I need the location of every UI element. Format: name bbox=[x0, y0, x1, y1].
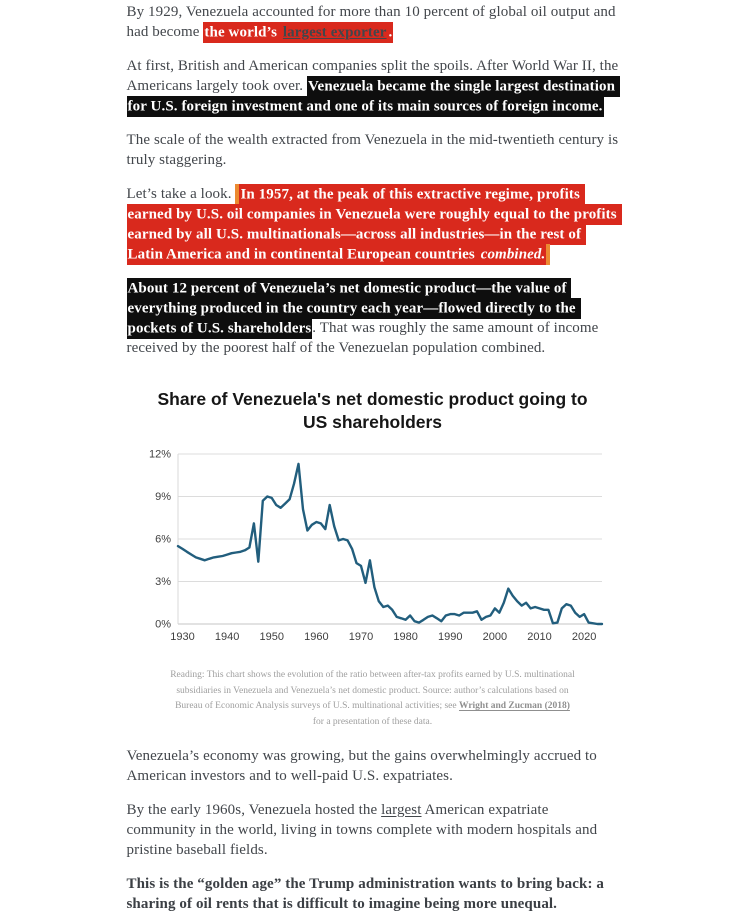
text-segment: Venezuela became the single largest destination for U.S. foreign investment and one of its main sources of foreign income. bbox=[127, 76, 620, 117]
x-axis-label: 1930 bbox=[169, 631, 195, 643]
article bbox=[126, 0, 623, 914]
x-axis-label: 1950 bbox=[258, 631, 284, 643]
y-axis-label: 3% bbox=[154, 576, 171, 588]
y-axis-label: 0% bbox=[154, 618, 171, 631]
text-segment: for a presentation of these data. bbox=[312, 701, 573, 727]
chart-line bbox=[178, 464, 602, 624]
y-axis-label: 6% bbox=[154, 533, 171, 546]
x-axis-label: 2020 bbox=[571, 631, 596, 643]
link[interactable]: largest bbox=[381, 802, 422, 818]
y-axis-label: 9% bbox=[154, 491, 171, 503]
x-axis-label: 2000 bbox=[482, 631, 507, 643]
text-segment: This is the “golden age” the Trump administration wants to bring back: a sharing of oil rents that is difficult to imagine being more unequal. bbox=[126, 876, 608, 912]
text-segment: Let’s take a look. bbox=[126, 186, 236, 202]
paragraph-oil-exporter bbox=[127, 2, 619, 42]
paragraph-1957-profits bbox=[127, 184, 619, 264]
paragraph-postwar-investment bbox=[126, 56, 622, 116]
x-axis-label: 1960 bbox=[303, 631, 329, 643]
text-segment: The scale of the wealth extracted from Venezuela in the mid-twentieth century is truly staggering. bbox=[126, 132, 623, 168]
text-segment: the world’s bbox=[203, 22, 281, 43]
y-axis-label: 12% bbox=[148, 448, 171, 461]
text-segment: . bbox=[388, 22, 394, 43]
paragraph-economy-growing bbox=[127, 746, 619, 786]
text-segment: . That was roughly the same amount of income received by the poorest half of the Venezuelan population combined. bbox=[126, 320, 603, 356]
text-segment: About 12 percent of Venezuela’s net domestic product—the value of everything produced in the country each year—flowed directly to the pockets of U.S. shareholders bbox=[127, 278, 581, 339]
paragraph-expatriates bbox=[127, 800, 619, 860]
chart-area bbox=[138, 444, 608, 654]
x-axis-label: 2010 bbox=[526, 631, 552, 643]
text-segment: By 1929, Venezuela accounted for more than 10 percent of global oil output and had become bbox=[126, 4, 620, 40]
paragraph-wealth-scale bbox=[126, 130, 623, 170]
paragraph-12-percent bbox=[127, 278, 619, 358]
text-segment: At first, British and American companies split the spoils. After World War II, the Americans largely took over. bbox=[126, 58, 622, 94]
venezuela-share-line-chart bbox=[138, 444, 608, 649]
link[interactable]: largest exporter bbox=[282, 22, 388, 43]
text-segment: combined. bbox=[480, 244, 547, 265]
chart-figure bbox=[127, 388, 619, 730]
text-segment: By the early 1960s, Venezuela hosted the bbox=[126, 802, 382, 818]
text-segment: In 1957, at the peak of this extractive regime, profits earned by U.S. oil companies in Venezuela were roughly equal to the profits earned by all U.S. multinationals—across all industries—in the rest of Latin America and in continental European countries bbox=[127, 184, 622, 265]
paragraph-golden-age bbox=[127, 874, 619, 914]
x-axis-label: 1940 bbox=[214, 631, 239, 643]
link[interactable]: Wright and Zucman (2018) bbox=[458, 701, 570, 711]
x-axis-label: 1990 bbox=[437, 631, 462, 643]
chart-caption bbox=[169, 668, 577, 730]
chart-title: Share of Venezuela's net domestic product going to US shareholders bbox=[157, 389, 588, 432]
text-segment: Venezuela’s economy was growing, but the gains overwhelmingly accrued to American investors and to well-paid U.S. expatriates. bbox=[126, 748, 600, 784]
text-segment: Reading: This chart shows the evolution of the ratio between after-tax profits earned by U.S. multinational subsidiaries in Venezuela and Venezuela’s net domestic product. Source: author’s calculations based on Bureau of Economic Analysis surveys of U.S. multinational activities; see bbox=[170, 670, 578, 711]
text-segment: American expatriate community in the world, living in towns complete with modern hospitals and pristine baseball fields. bbox=[126, 802, 602, 858]
x-axis-label: 1970 bbox=[348, 631, 373, 643]
highlight-cap bbox=[546, 244, 550, 265]
x-axis-label: 1980 bbox=[392, 631, 418, 643]
